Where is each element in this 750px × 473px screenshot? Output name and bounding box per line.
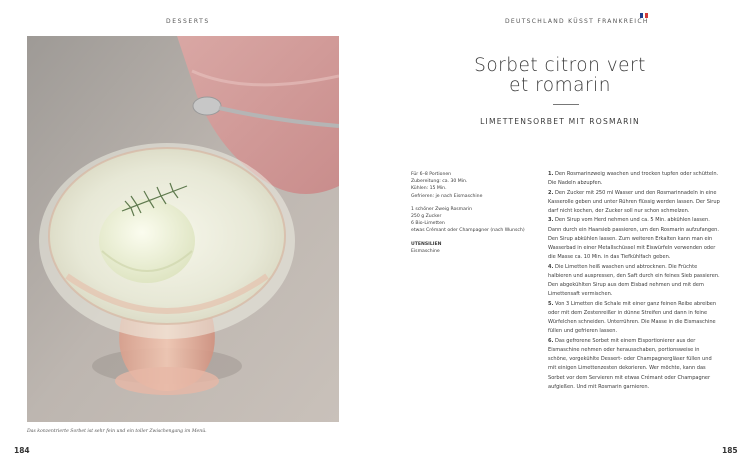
prep-time: Zubereitung: ca. 30 Min. [411,179,468,185]
freeze-time: Gefrieren: je nach Eismaschine [411,193,483,199]
recipe-subtitle: LIMETTENSORBET MIT ROSMARIN [480,117,640,126]
utensil-item: Eismaschine [411,248,440,254]
step-text: Den Sirup vom Herd nehmen und ca. 5 Min. abkühlen lassen. Dann durch ein Haarsieb passieren, um den Rosmarin aufzufangen. Den Sirup abkühlen lassen. Zum weiteren Erkalten kann man ein Wasserbad in einer Metallschüssel mit Eiswürfeln verwenden oder die Masse ca. 10 Min. in das Tiefkühlfach geben. [548,217,719,261]
step-item [548,216,720,262]
chapter-header: DEUTSCHLAND KÜSST FRANKREICH [505,18,649,25]
step-number: 1. [548,171,554,177]
section-header: DESSERTS [166,18,210,25]
title-line-2: et romarin [509,75,611,96]
step-text: Das gefrorene Sorbet mit einem Eisportionierer aus der Eismaschine nehmen oder herausschaben, portionsweise in schöne, vorgekühlte Dessert- oder Champagnergläser füllen und mit einigen Limettenzesten dekorieren. Wer möchte, kann das Sorbet vor dem Servieren mit etwas Crémant oder Champagner aufgießen. Und mit Rosmarin garnieren. [548,337,712,390]
recipe-steps [548,170,720,392]
page-number-right: 185 [722,446,738,455]
title-line-1: Sorbet citron vert [474,55,646,76]
utensils-heading: UTENSILIEN [411,241,442,247]
step-item [548,189,720,217]
ingredient-item: 250 g Zucker [411,214,442,220]
step-item [548,337,720,393]
cool-time: Kühlen: 15 Min. [411,186,447,192]
recipe-meta [411,171,541,255]
french-flag-icon [640,13,648,18]
step-number: 2. [548,189,554,196]
step-text: Von 3 Limetten die Schale mit einer ganz feinen Reibe abreiben oder mit dem Zestenreißer in dünne Streifen und dann in feine Würfelchen schneiden. Unterrühren. Die Masse in die Eismaschine füllen und gefrieren lassen. [548,300,717,335]
ingredient-item: etwas Crémant oder Champagner (nach Wunsch) [411,228,525,234]
title-divider [553,104,579,105]
sorbet-illustration [27,36,339,422]
step-number: 3. [548,217,554,224]
sorbet-photo [27,36,339,422]
flag-stripe-red [645,13,648,18]
step-item [548,263,720,300]
step-number: 4. [548,263,554,270]
step-number: 5. [548,300,554,307]
portions: Für 6–8 Portionen [411,172,452,177]
recipe-title [440,56,680,96]
photo-caption: Das konzentrierte Sorbet ist sehr fein und ein toller Zwischengang im Menü. [27,429,207,434]
step-number: 6. [548,337,554,344]
ingredient-item: 1 schöner Zweig Rosmarin [411,206,473,212]
step-text: Den Rosmarinzweig waschen und trocken tupfen oder schütteln. Die Nadeln abzupfen. [548,171,719,187]
step-item [548,300,720,337]
ingredient-item: 6 Bio-Limetten [411,221,445,227]
step-text: Den Zucker mit 250 ml Wasser und den Rosmarinnadeln in eine Kasserolle geben und unter Rühren flüssig werden lassen. Der Sirup darf nicht kochen, der Zucker soll nur schon schmelzen. [548,189,720,214]
step-text: Die Limetten heiß waschen und abtrocknen. Die Früchte halbieren und auspressen, den Saft durch ein feines Sieb passieren. Den abgekühlten Sirup aus dem Eisbad nehmen und mit dem Limettensaft vermischen. [548,263,720,298]
step-item [548,170,720,189]
page-number-left: 184 [14,446,30,455]
